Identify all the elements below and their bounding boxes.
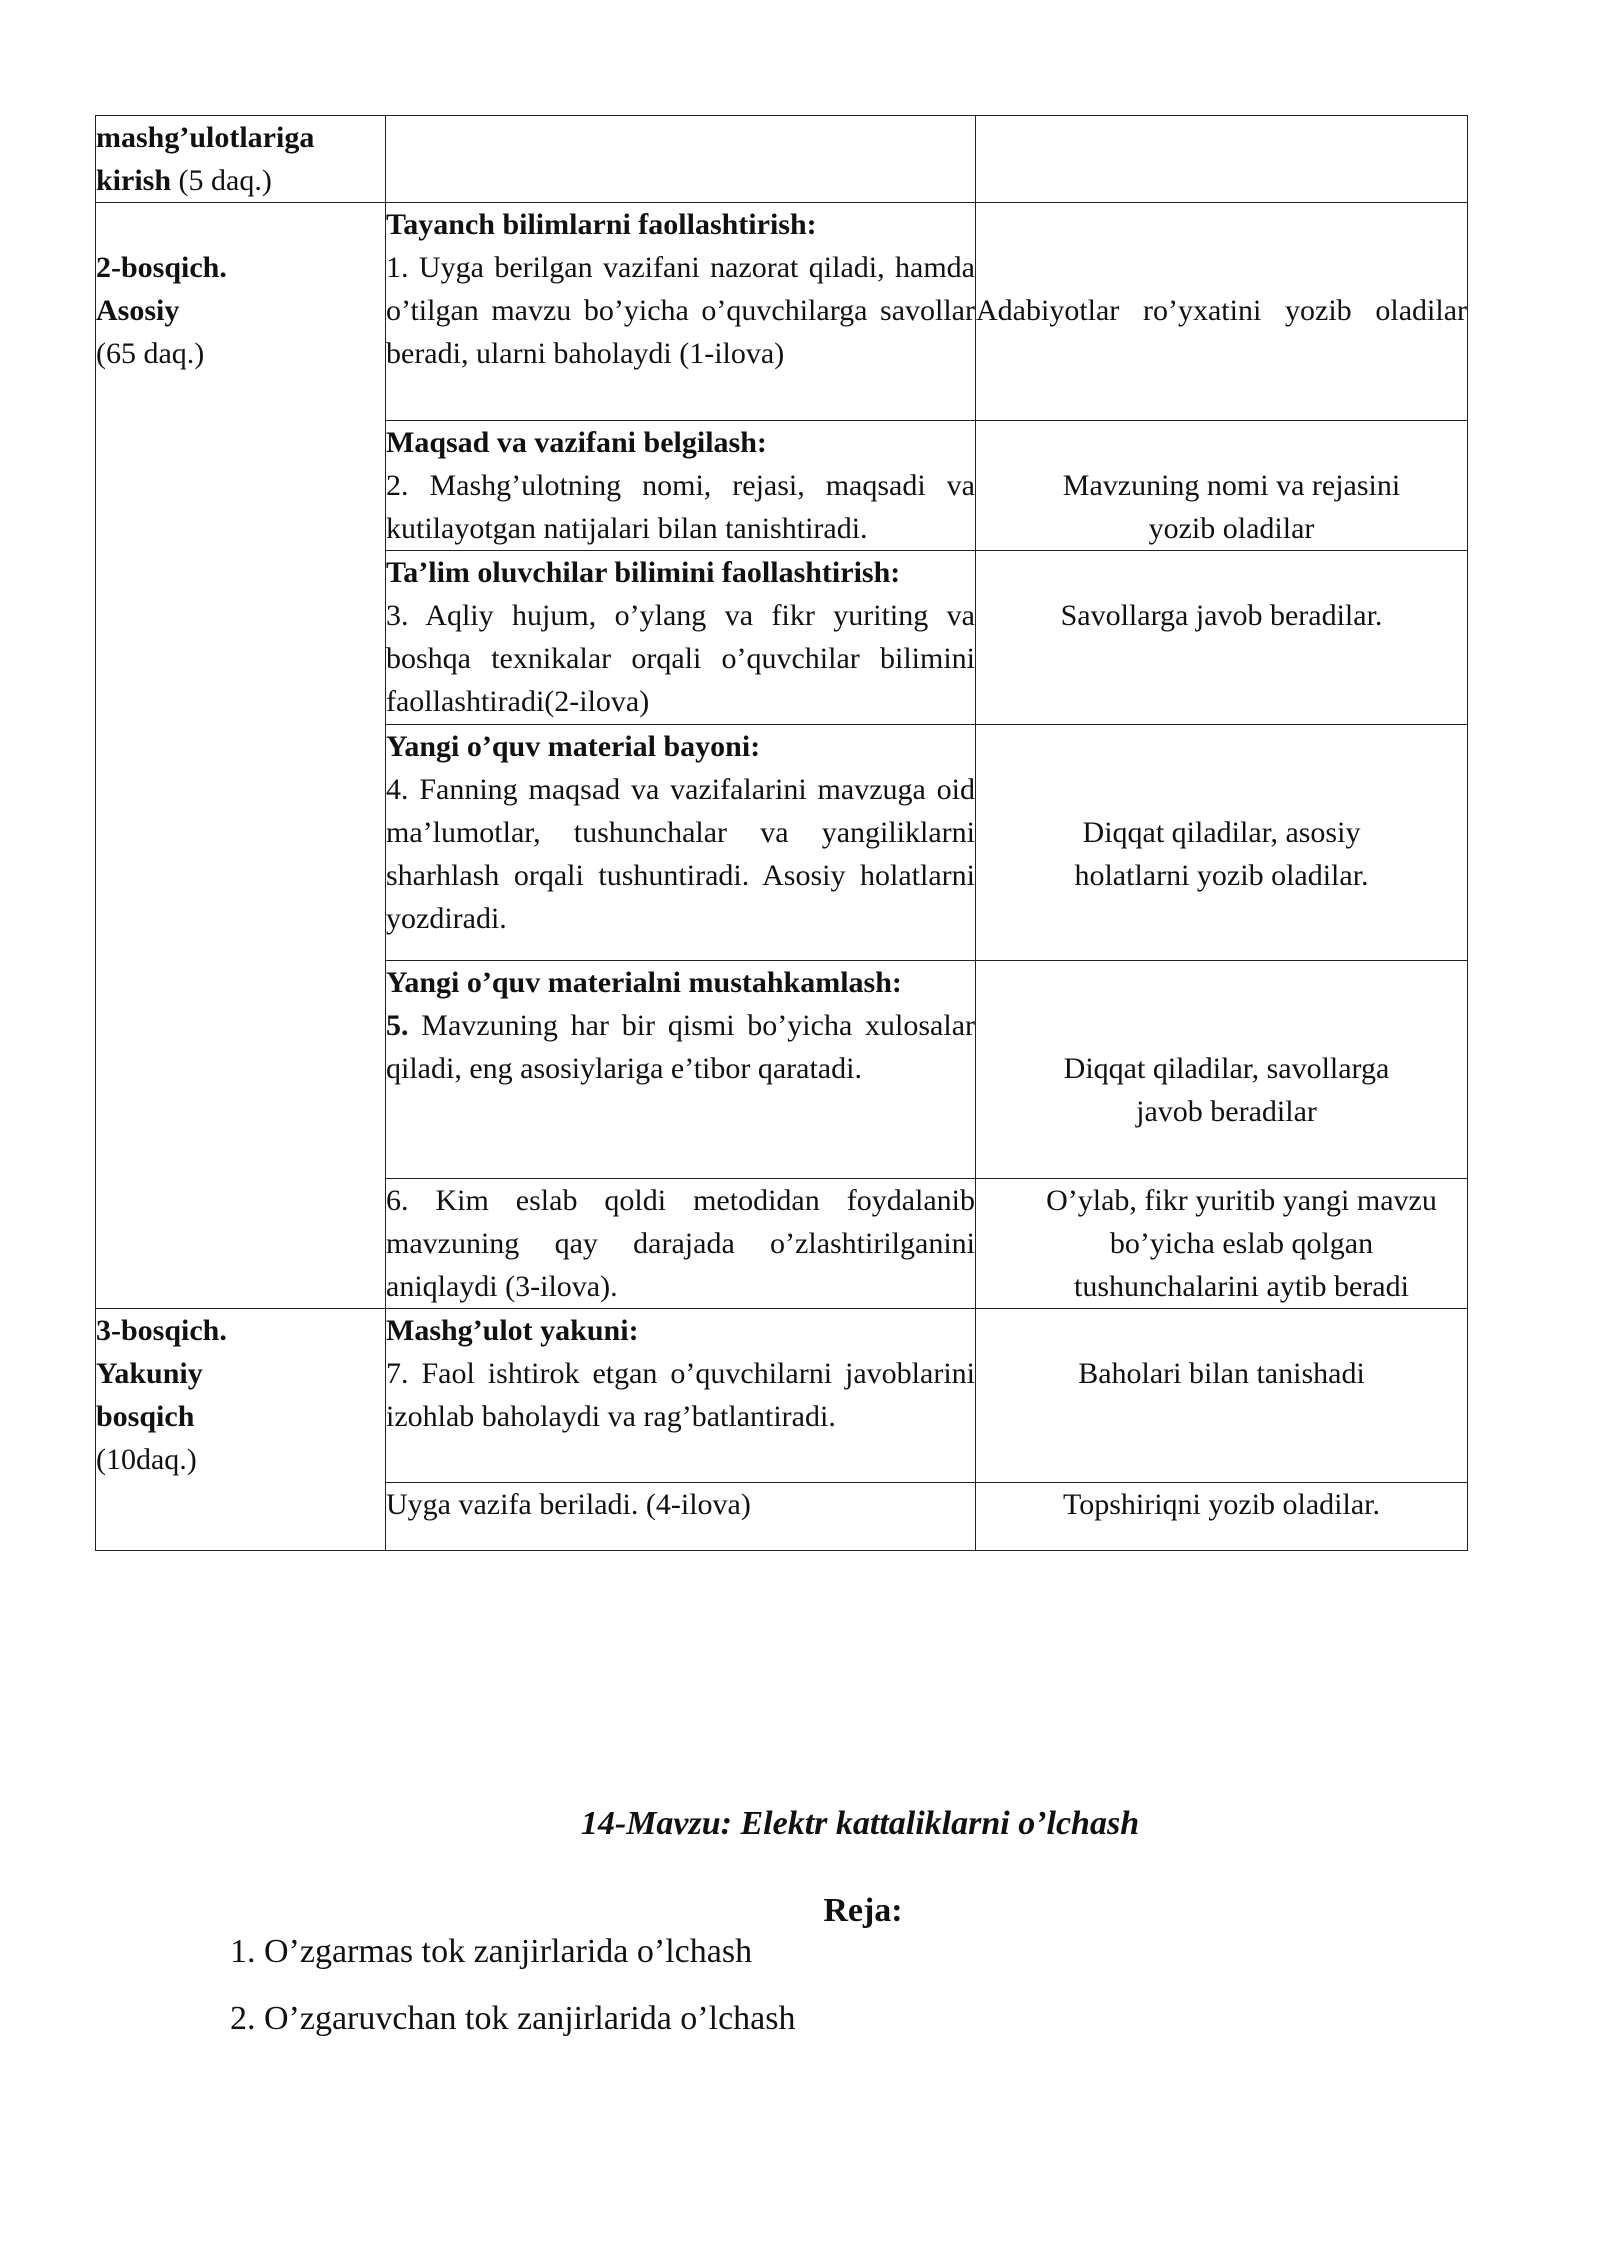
activity-heading: Yangi o’quv material bayoni:	[386, 730, 761, 763]
activity-heading: Mashg’ulot yakuni:	[386, 1314, 639, 1347]
stage-time: (10daq.)	[96, 1443, 197, 1476]
plan-item: 1. O’zgarmas tok zanjirlarida o’lchash	[230, 1933, 753, 1970]
activity-cell	[386, 203, 976, 421]
plan-item: 2. O’zgaruvchan tok zanjirlarida o’lchash	[230, 2000, 796, 2037]
activity-cell	[386, 551, 976, 725]
result-text: Baholari bilan tanishadi	[1078, 1357, 1365, 1390]
result-text: Topshiriqni yozib oladilar.	[1062, 1488, 1381, 1521]
stage-name: 3-bosqich.	[96, 1314, 227, 1347]
stage-cell	[96, 1309, 386, 1551]
activity-cell	[386, 961, 976, 1179]
result-text: Adabiyotlar ro’yxatini yozib oladilar	[976, 294, 1467, 327]
result-cell	[976, 1309, 1468, 1483]
activity-heading: Maqsad va vazifani belgilash:	[386, 426, 767, 459]
stage-subtitle: Asosiy	[96, 294, 180, 327]
stage-time: (5 daq.)	[171, 164, 272, 197]
activity-text: 6. Kim eslab qoldi metodidan foydalanib mavzuning qay darajada o’zlashtirilganini aniqlaydi (3-ilova).	[386, 1184, 975, 1303]
result-cell	[976, 961, 1468, 1179]
activity-cell	[386, 1309, 976, 1483]
result-text: O’ylab, fikr yuritib yangi mavzu bo’yicha eslab qolgan tushunchalarini aytib beradi	[1046, 1184, 1437, 1303]
stage-subtitle: Yakuniy bosqich	[96, 1357, 203, 1433]
result-text: Mavzuning nomi va rejasini yozib oladilar	[1062, 469, 1401, 545]
activity-cell	[386, 116, 976, 203]
activity-cell	[386, 421, 976, 551]
activity-cell	[386, 1483, 976, 1551]
result-cell	[976, 551, 1468, 725]
stage-time: (65 daq.)	[96, 337, 205, 370]
activity-cell	[386, 1179, 976, 1309]
activity-heading: Yangi o’quv materialni mustahkamlash:	[386, 966, 902, 999]
activity-text: 4. Fanning maqsad va vazifalarini mavzuga oid ma’lumotlar, tushunchalar va yangiliklarni sharhlash orqali tushuntiradi. Asosiy holatlarni yozdiradi.	[386, 773, 975, 935]
activity-cell	[386, 725, 976, 961]
activity-text: 2. Mashg’ulotning nomi, rejasi, maqsadi va kutilayotgan natijalari bilan tanishtiradi.	[386, 469, 975, 545]
stage-cell	[96, 116, 386, 203]
activity-text: Mavzuning har bir qismi bo’yicha xulosalar qiladi, eng asosiylariga e’tibor qaratadi.	[386, 1009, 975, 1085]
plan-heading: Reja:	[823, 1892, 903, 1929]
activity-text: 3. Aqliy hujum, o’ylang va fikr yuriting va boshqa texnikalar orqali o’quvchilar bilimini faollashtiradi(2-ilova)	[386, 599, 975, 718]
lesson-plan-table	[95, 115, 1468, 1551]
stage-label: mashg’ulotlariga kirish	[96, 121, 315, 197]
topic-title: 14-Mavzu: Elektr kattaliklarni o’lchash	[580, 1805, 1140, 1842]
stage-cell	[96, 203, 386, 1309]
activity-text: Uyga vazifa beriladi. (4-ilova)	[386, 1488, 751, 1521]
result-text: Diqqat qiladilar, asosiy holatlarni yozib oladilar.	[1074, 816, 1369, 892]
result-cell	[976, 1483, 1468, 1551]
table-row	[96, 116, 1468, 203]
result-text: Savollarga javob beradilar.	[1060, 599, 1383, 632]
activity-text: 1. Uyga berilgan vazifani nazorat qiladi, hamda o’tilgan mavzu bo’yicha o’quvchilarga savollar beradi, ularni baholaydi (1-ilova)	[386, 251, 975, 370]
result-cell	[976, 725, 1468, 961]
activity-heading: Tayanch bilimlarni faollashtirish:	[386, 208, 817, 241]
table-row	[96, 1309, 1468, 1483]
result-cell	[976, 203, 1468, 421]
result-cell	[976, 1179, 1468, 1309]
activity-text: 7. Faol ishtirok etgan o’quvchilarni javoblarini izohlab baholaydi va rag’batlantiradi.	[386, 1357, 975, 1433]
stage-name: 2-bosqich.	[96, 251, 227, 284]
result-cell	[976, 116, 1468, 203]
activity-heading: Ta’lim oluvchilar bilimini faollashtirish:	[386, 556, 901, 589]
result-cell	[976, 421, 1468, 551]
activity-number: 5.	[386, 1009, 409, 1042]
table-row	[96, 203, 1468, 421]
result-text: Diqqat qiladilar, savollarga javob beradilar	[1063, 1052, 1390, 1128]
